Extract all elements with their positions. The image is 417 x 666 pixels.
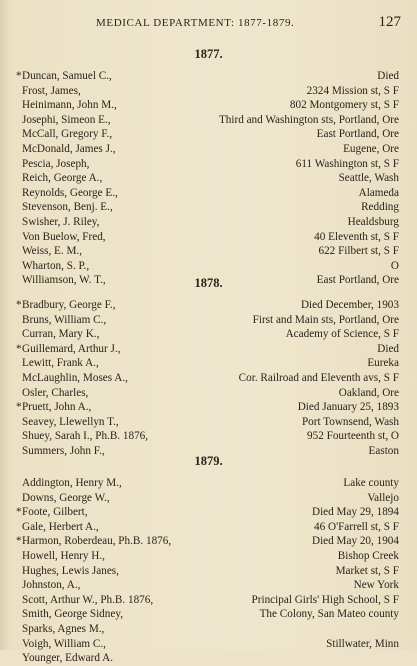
- entry-location: 622 Filbert st, S F: [318, 245, 399, 258]
- entry-list: [0, 298, 417, 459]
- entry-row: [0, 549, 417, 564]
- entry-name: Downs, George W.,: [22, 491, 110, 504]
- entry-name: Johnston, A.,: [22, 579, 81, 592]
- entry-row: [0, 171, 417, 186]
- entry-row: [0, 342, 417, 357]
- entry-location: New York: [353, 579, 399, 592]
- entry-name: Addington, Henry M.,: [22, 477, 122, 489]
- entry-location: 40 Eleventh st, S F: [314, 230, 399, 243]
- entry-row: [0, 564, 417, 579]
- entry-name: Stevenson, Benj. E.,: [22, 201, 113, 214]
- entry-name: McDonald, James J.,: [22, 142, 116, 155]
- entry-location: First and Main sts, Portland, Ore: [252, 313, 399, 326]
- entry-row: [0, 520, 417, 535]
- entry-location: Lake county: [343, 477, 399, 489]
- entry-location: Alameda: [358, 186, 399, 199]
- entry-name: Weiss, E. M.,: [22, 245, 83, 258]
- entry-row: [0, 476, 417, 491]
- entry-row: [0, 651, 417, 666]
- entry-location: Cor. Railroad and Eleventh avs, S F: [238, 371, 399, 384]
- deceased-mark: *: [16, 506, 22, 519]
- entry-row: [0, 298, 417, 313]
- entry-row: [0, 259, 417, 274]
- entry-row: [0, 84, 417, 99]
- entry-name: Summers, John F.,: [22, 444, 105, 457]
- entry-name: Shuey, Sarah I., Ph.B. 1876,: [22, 430, 149, 443]
- entry-location: O: [390, 259, 399, 272]
- entry-location: Vallejo: [367, 491, 399, 504]
- entry-location: The Colony, San Mateo county: [259, 608, 399, 621]
- entry-row: [0, 622, 417, 637]
- entry-name: Curran, Mary K.,: [22, 328, 100, 341]
- entry-row: [0, 186, 417, 201]
- entry-name: Frost, James,: [22, 84, 81, 97]
- entry-name: Gale, Herbert A.,: [22, 520, 99, 533]
- entry-name: Seavey, Llewellyn T.,: [22, 415, 119, 428]
- entry-location: Oakland, Ore: [338, 386, 399, 399]
- entry-name: Howell, Henry H.,: [22, 549, 105, 562]
- entry-location: Eureka: [367, 357, 399, 370]
- entry-row: [0, 607, 417, 622]
- entry-location: Died: [377, 70, 399, 82]
- entry-location: East Portland, Ore: [316, 128, 399, 141]
- entry-row: [0, 505, 417, 520]
- year-heading: 1879.: [194, 454, 223, 468]
- entry-location: Stillwater, Minn: [326, 637, 399, 650]
- entry-location: Eugene, Ore: [343, 142, 399, 155]
- entry-name: Bradbury, George F.,: [22, 299, 116, 311]
- entry-location: 2324 Mission st, S F: [306, 84, 399, 97]
- entry-name: Josephi, Simeon E.,: [22, 113, 111, 126]
- entry-row: [0, 113, 417, 128]
- entry-row: [0, 127, 417, 142]
- entry-row: [0, 371, 417, 386]
- entry-row: [0, 637, 417, 652]
- entry-name: Williamson, W. T.,: [22, 274, 106, 287]
- entry-name: Bruns, William C.,: [22, 313, 107, 326]
- deceased-mark: *: [16, 535, 22, 548]
- entry-name: Von Buelow, Fred,: [22, 230, 106, 243]
- entry-name: Foote, Gilbert,: [22, 506, 88, 519]
- running-title: MEDICAL DEPARTMENT: 1877-1879.: [96, 17, 295, 29]
- entry-name: Reich, George A.,: [22, 172, 103, 185]
- entry-location: 611 Washington st, S F: [295, 157, 399, 170]
- entry-row: [0, 429, 417, 444]
- entry-row: [0, 200, 417, 215]
- entry-location: Died: [377, 342, 399, 355]
- entry-row: [0, 491, 417, 506]
- page-header: [0, 14, 417, 34]
- entry-name: Pescia, Joseph,: [22, 157, 90, 170]
- entry-name: Osler, Charles,: [22, 386, 89, 399]
- entry-location: Died May 29, 1894: [311, 506, 399, 519]
- entry-row: [0, 593, 417, 608]
- page-number: 127: [378, 14, 401, 30]
- entry-row: [0, 244, 417, 259]
- entry-row: [0, 230, 417, 245]
- entry-name: Swisher, J. Riley,: [22, 215, 100, 228]
- year-heading: 1878.: [194, 276, 223, 290]
- entry-location: Died December, 1903: [300, 299, 399, 311]
- entry-name: McCall, Gregory F.,: [22, 128, 113, 141]
- entry-name: Scott, Arthur W., Ph.B. 1876,: [22, 593, 154, 606]
- entry-location: Redding: [361, 201, 399, 214]
- entry-list: [0, 476, 417, 666]
- entry-location: East Portland, Ore: [316, 274, 399, 287]
- deceased-mark: *: [16, 70, 22, 82]
- entry-name: Wharton, S. P.,: [22, 259, 90, 272]
- entry-location: Easton: [368, 444, 399, 457]
- entry-location: Port Townsend, Wash: [301, 415, 399, 428]
- entry-location: 802 Montgomery st, S F: [289, 99, 399, 112]
- deceased-mark: *: [16, 299, 22, 311]
- entry-location: Academy of Science, S F: [285, 328, 399, 341]
- entry-row: [0, 215, 417, 230]
- entry-location: Healdsburg: [347, 215, 399, 228]
- entry-row: [0, 415, 417, 430]
- entry-name: Sparks, Agnes M.,: [22, 622, 105, 635]
- deceased-mark: *: [16, 401, 22, 414]
- entry-name: Harmon, Roberdeau, Ph.B. 1876,: [22, 535, 172, 548]
- entry-name: McLaughlin, Moses A.,: [22, 371, 128, 384]
- entry-name: Voigh, William C.,: [22, 637, 106, 650]
- entry-row: [0, 157, 417, 172]
- entry-name: Heinimann, John M.,: [22, 99, 117, 112]
- year-heading: 1877.: [194, 47, 223, 61]
- entry-list: [0, 69, 417, 288]
- entry-name: Smith, George Sidney,: [22, 608, 123, 621]
- entry-name: Younger, Edward A.: [22, 652, 114, 665]
- entry-row: [0, 313, 417, 328]
- entry-row: [0, 386, 417, 401]
- entry-row: [0, 400, 417, 415]
- deceased-mark: *: [16, 342, 22, 355]
- entry-location: Market st, S F: [335, 564, 399, 577]
- entry-row: [0, 142, 417, 157]
- entry-location: 952 Fourteenth st, O: [307, 430, 399, 443]
- entry-row: [0, 534, 417, 549]
- entry-name: Hughes, Lewis Janes,: [22, 564, 119, 577]
- entry-location: Principal Girls' High School, S F: [251, 593, 399, 606]
- entry-row: [0, 327, 417, 342]
- entry-row: [0, 69, 417, 84]
- entry-location: Seattle, Wash: [338, 172, 399, 185]
- entry-name: Duncan, Samuel C.,: [22, 70, 112, 82]
- entry-location: Died May 20, 1904: [311, 535, 399, 548]
- entry-location: Died January 25, 1893: [297, 401, 399, 414]
- entry-name: Guillemard, Arthur J.,: [22, 342, 121, 355]
- entry-row: [0, 98, 417, 113]
- entry-name: Lewitt, Frank A.,: [22, 357, 99, 370]
- entry-name: Reynolds, George E.,: [22, 186, 118, 199]
- entry-location: 46 O'Farrell st, S F: [314, 520, 399, 533]
- entry-row: [0, 356, 417, 371]
- entry-row: [0, 578, 417, 593]
- entry-name: Pruett, John A.,: [22, 401, 92, 414]
- entry-location: Third and Washington sts, Portland, Ore: [218, 113, 399, 126]
- entry-location: Bishop Creek: [337, 549, 399, 562]
